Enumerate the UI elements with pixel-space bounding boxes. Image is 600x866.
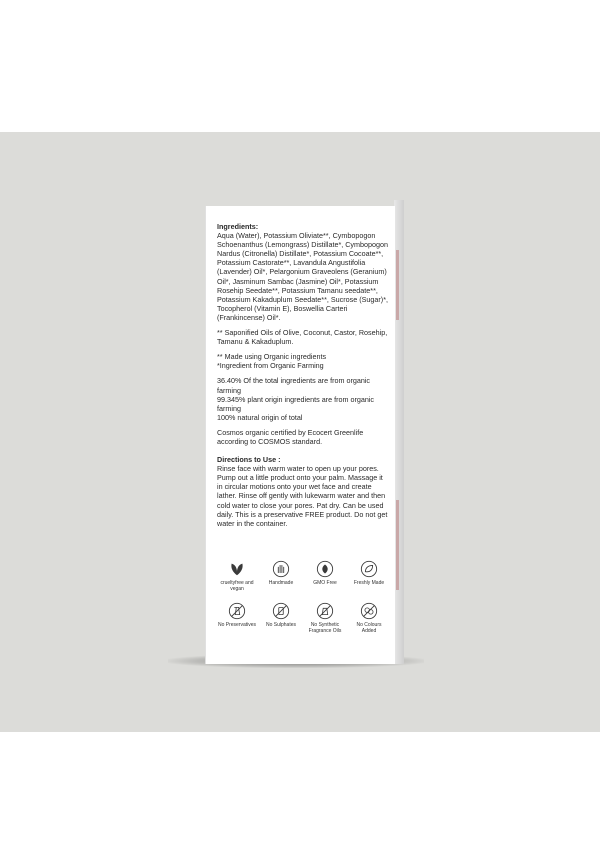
no-preservatives-icon	[228, 602, 246, 620]
cruelty-free-vegan-icon	[228, 560, 246, 578]
badge-no-colours	[349, 602, 389, 634]
certification-note: Cosmos organic certified by Ecocert Greenlife according to COSMOS standard.	[217, 427, 364, 446]
badge-label: No Colours Added	[356, 622, 382, 634]
badge-label: Handmade	[268, 580, 294, 586]
directions-heading: Directions to Use :	[217, 455, 281, 465]
side-stripe	[396, 500, 399, 590]
ingredients-list: Aqua (Water), Potassium Oliviate**, Cymbopogon Schoenanthus (Lemongrass) Distillate*, Cymbopogon Nardus (Citronella) Distillate*, Potassium Cocoate**, Potassium Castorate**, Lavandula Angustifolia (Lavender) Oil*, Pelargonium Graveolens (Geranium) Oil*, Jasminum Sambac (Jasmine) Oil*, Potassium Rosehip Seedate**, Potassium Tamanu seedate**, Potassium Kakaduplum Seedate**, Sucrose (Sugar)*, Tocopherol (Vitamin E), Boswellia Carteri (Frankincense) Oil*.	[217, 231, 388, 322]
product-box-back	[206, 206, 395, 664]
badge-row	[217, 602, 389, 634]
badge-freshly-made	[349, 560, 389, 592]
label-text	[217, 222, 389, 534]
organic-stat: 100% natural origin of total	[217, 412, 303, 422]
directions-section	[217, 455, 389, 528]
badge-gmo-free	[305, 560, 345, 592]
saponified-note: ** Saponified Oils of Olive, Coconut, Castor, Rosehip, Tamanu & Kakaduplum.	[217, 328, 388, 347]
badge-no-synthetic-fragrance	[305, 602, 345, 634]
badge-no-preservatives	[217, 602, 257, 634]
badge-no-sulphates	[261, 602, 301, 634]
no-colours-icon	[360, 602, 378, 620]
side-stripe	[396, 250, 399, 320]
badge-handmade	[261, 560, 301, 592]
ingredients-section	[217, 222, 389, 322]
organic-note: *Ingredient from Organic Farming	[217, 361, 324, 371]
directions-text: Rinse face with warm water to open up your pores. Pump out a little product onto your palm. Massage it in circular motions onto your wet face and create lather. Rinse off gently with lukewarm water and then cold water to close your pores. Pat dry. Can be used daily. This is a preservative FREE product. Do not get water in the container.	[217, 464, 388, 528]
ingredients-heading: Ingredients:	[217, 222, 259, 231]
box-side-panel	[394, 200, 404, 664]
gmo-free-icon	[316, 560, 334, 578]
badge-grid	[217, 560, 389, 644]
handmade-icon	[272, 560, 290, 578]
organic-stats	[217, 376, 389, 421]
badge-label: crueltyfree and vegan	[220, 580, 254, 592]
badge-label: Freshly Made	[353, 580, 385, 586]
organic-stat: 36.40% Of the total ingredients are from organic farming	[217, 376, 371, 395]
badge-label: GMO Free	[313, 580, 337, 586]
freshly-made-icon	[360, 560, 378, 578]
organic-stat: 99.345% plant origin ingredients are from organic farming	[217, 394, 375, 413]
badge-label: No Synthetic Fragrance Oils	[308, 622, 342, 634]
organic-notes	[217, 352, 389, 370]
badge-label: No Preservatives	[217, 622, 257, 629]
badge-cruelty-free	[217, 560, 257, 592]
organic-note: ** Made using Organic ingredients	[217, 352, 327, 362]
no-sulphates-icon	[272, 602, 290, 620]
no-synthetic-fragrance-icon	[316, 602, 334, 620]
badge-row	[217, 560, 389, 592]
badge-label: No Sulphates	[265, 622, 297, 629]
